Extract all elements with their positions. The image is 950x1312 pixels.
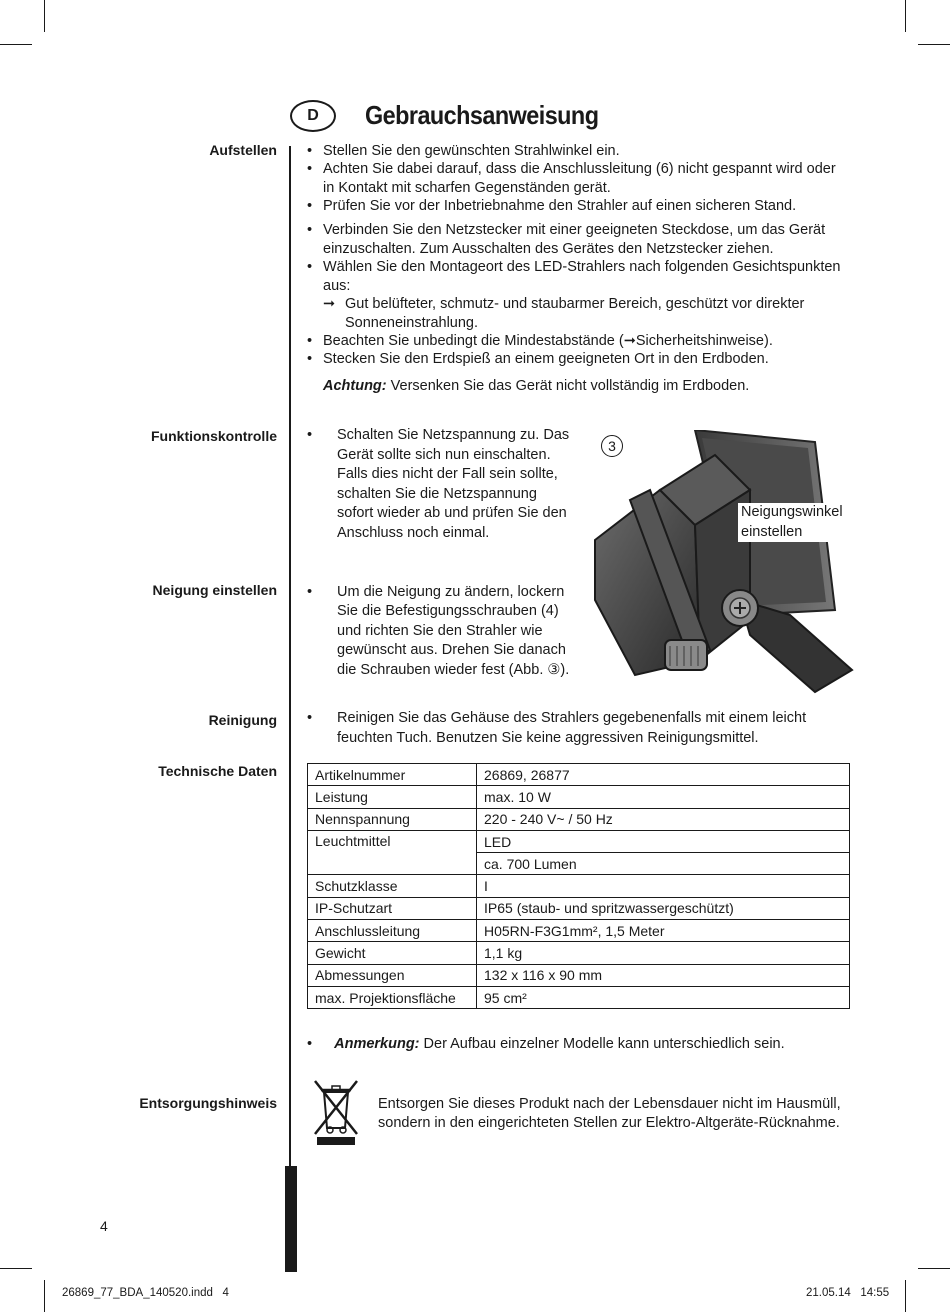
callout-text: einstellen (741, 523, 803, 540)
label-reinigung: Reinigung (208, 712, 277, 728)
crop-mark (44, 0, 45, 32)
note-text: Der Aufbau einzelner Modelle kann unterschiedlich sein. (419, 1036, 785, 1052)
label-technische-daten: Technische Daten (158, 763, 277, 779)
label-entsorgung: Entsorgungshinweis (139, 1095, 277, 1111)
spec-key: Abmessungen (308, 964, 477, 986)
spec-key: Leuchtmittel (308, 830, 477, 875)
table-row (308, 786, 850, 808)
page-title: Gebrauchsanweisung (365, 100, 599, 130)
crop-mark (0, 1268, 32, 1269)
spec-value: 132 x 116 x 90 mm (477, 964, 850, 986)
spec-value: 26869, 26877 (477, 764, 850, 786)
bullet-text: Reinigen Sie das Gehäuse des Strahlers gegebenenfalls mit einem leicht (337, 710, 807, 726)
crop-mark (905, 0, 906, 32)
bullet-text: die Schrauben wieder fest (Abb. ③). (337, 661, 570, 678)
figure-number: 3 (608, 438, 616, 454)
spec-key: Nennspannung (308, 808, 477, 830)
table-row (308, 920, 850, 942)
bullet-text: Stecken Sie den Erdspieß an einem geeigneten Ort in den Erdboden. (323, 351, 769, 367)
table-row (308, 986, 850, 1008)
table-row (308, 942, 850, 964)
bullet-text: Schalten Sie Netzspannung zu. Das (337, 427, 570, 443)
warning-text: Versenken Sie das Gerät nicht vollständig im Erdboden. (386, 378, 750, 394)
figure-callout (738, 503, 846, 542)
disposal-text (378, 1095, 841, 1133)
label-aufstellen: Aufstellen (209, 142, 277, 158)
crop-mark (44, 1280, 45, 1312)
bullet-text: Sonneneinstrahlung. (345, 314, 479, 331)
arrow-icon: ➞ (323, 296, 336, 312)
spec-key: Artikelnummer (308, 764, 477, 786)
bullet-text: Verbinden Sie den Netzstecker mit einer geeigneten Steckdose, um das Gerät (323, 222, 826, 238)
bullet-text: sofort wieder ab und prüfen Sie den (337, 505, 567, 522)
table-row (308, 808, 850, 830)
bullet-text: Um die Neigung zu ändern, lockern (337, 584, 565, 600)
bullet-text: einzuschalten. Zum Ausschalten des Gerätes den Netzstecker ziehen. (323, 240, 774, 257)
bullet-text: Wählen Sie den Montageort des LED-Strahlers nach folgenden Gesichtspunkten (323, 259, 841, 275)
table-row (308, 964, 850, 986)
spec-key: Gewicht (308, 942, 477, 964)
table-row (308, 830, 850, 852)
bullet-text: aus: (323, 277, 351, 294)
bullet-text: Falls dies nicht der Fall sein sollte, (337, 466, 558, 483)
figure-floodlight (590, 430, 860, 700)
bullet-text: schalten Sie die Netzspannung (337, 485, 537, 502)
bullet-text: in Kontakt mit scharfen Gegenständen gerät. (323, 179, 611, 196)
bullet-text: Sie die Befestigungsschrauben (4) (337, 603, 559, 620)
link-safety-notes: Sicherheitshinweise). (635, 333, 773, 349)
disposal-line: Entsorgen Sie dieses Produkt nach der Lebensdauer nicht im Hausmüll, (378, 1096, 841, 1112)
spec-value: LED (477, 830, 850, 852)
callout-text: Neigungswinkel (741, 504, 843, 520)
bullet-text: Achten Sie dabei darauf, dass die Anschlussleitung (6) nicht gespannt wird oder (323, 161, 836, 177)
spec-value: 1,1 kg (477, 942, 850, 964)
crop-mark (0, 44, 32, 45)
floodlight-illustration (590, 430, 860, 700)
spec-key: max. Projektionsfläche (308, 986, 477, 1008)
figure-number-badge (601, 435, 623, 457)
bullet-text: und richten Sie den Strahler wie (337, 622, 543, 639)
bullet-text: feuchten Tuch. Benutzen Sie keine aggressiven Reinigungsmittel. (337, 729, 759, 746)
page-number: 4 (100, 1218, 108, 1234)
spec-key: Anschlussleitung (308, 920, 477, 942)
spec-key: Schutzklasse (308, 875, 477, 897)
bullet-text: Gerät sollte sich nun einschalten. (337, 446, 551, 463)
warning-label: Achtung: (323, 378, 387, 394)
warning-note (323, 377, 749, 396)
spec-key: Leistung (308, 786, 477, 808)
section-divider-bar (285, 1166, 297, 1272)
label-funktionskontrolle: Funktionskontrolle (151, 428, 277, 444)
spec-value: IP65 (staub- und spritzwassergeschützt) (477, 897, 850, 919)
footer-date: 21.05.14 14:55 (806, 1287, 890, 1299)
language-badge-text: D (307, 107, 319, 124)
crop-mark (918, 44, 950, 45)
label-neigung: Neigung einstellen (152, 582, 277, 598)
section-divider-line (289, 146, 291, 1166)
weee-bin-icon (312, 1078, 360, 1148)
crop-mark (918, 1268, 950, 1269)
spec-value: 220 - 240 V~ / 50 Hz (477, 808, 850, 830)
arrow-icon: ➞ (623, 333, 636, 349)
spec-table (307, 763, 850, 1009)
bullet-text: Anschluss noch einmal. (337, 524, 490, 541)
spec-value: I (477, 875, 850, 897)
spec-value: H05RN-F3G1mm², 1,5 Meter (477, 920, 850, 942)
table-row (308, 764, 850, 786)
table-row (308, 875, 850, 897)
bullet-text: gewünscht aus. Drehen Sie danach (337, 642, 566, 659)
spec-value: max. 10 W (477, 786, 850, 808)
bullet-text: Beachten Sie unbedingt die Mindestabstände ( (323, 333, 624, 349)
disposal-line: sondern in den eingerichteten Stellen zur Elektro-Altgeräte-Rücknahme. (378, 1115, 840, 1131)
bullet-text: Stellen Sie den gewünschten Strahlwinkel ein. (323, 143, 620, 159)
spec-key: IP-Schutzart (308, 897, 477, 919)
note-item: • Anmerkung: Der Aufbau einzelner Modelle kann unterschiedlich sein. (307, 1036, 785, 1052)
spec-value: ca. 700 Lumen (477, 853, 850, 875)
footer-filename: 26869_77_BDA_140520.indd 4 (62, 1287, 229, 1299)
spec-value: 95 cm² (477, 986, 850, 1008)
table-row (308, 897, 850, 919)
language-badge (290, 100, 336, 132)
bullet-text: Prüfen Sie vor der Inbetriebnahme den Strahler auf einen sicheren Stand. (323, 198, 797, 214)
note-label: Anmerkung: (334, 1036, 420, 1052)
crop-mark (905, 1280, 906, 1312)
bullet-text: Gut belüfteter, schmutz- und staubarmer Bereich, geschützt vor direkter (345, 296, 805, 312)
